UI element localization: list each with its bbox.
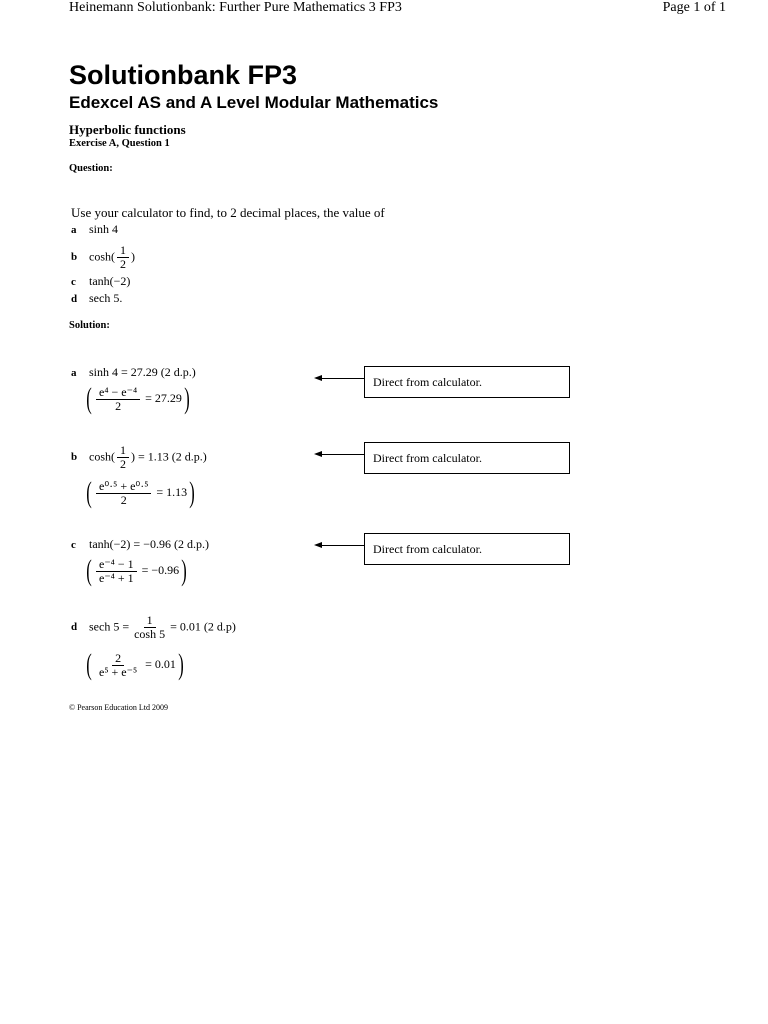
solution-a-working: ( $\frac{\text{e⁴ − e⁻⁴}}{2}$ = 27.29) xyxy=(86,382,190,415)
annotation-box-c: Direct from calculator. xyxy=(364,533,570,565)
solution-c-working: ( $\frac{\text{e⁻⁴ − 1}}{\text{e⁻⁴ + 1}}$ = −0.96) xyxy=(86,554,187,587)
question-intro: Use your calculator to find, to 2 decimal places, the value of xyxy=(71,205,385,220)
topic-heading: Hyperbolic functions xyxy=(69,122,186,137)
document-subtitle: Edexcel AS and A Level Modular Mathematics xyxy=(69,93,439,112)
question-part-c xyxy=(71,274,130,289)
annotation-box-a: Direct from calculator. xyxy=(364,366,570,398)
solution-text: tanh(−2) = −0.96 (2 d.p.) xyxy=(89,537,209,551)
part-label: c xyxy=(71,276,76,288)
solution-label: Solution: xyxy=(69,320,110,331)
arrow-line xyxy=(320,378,364,379)
part-func: cosh xyxy=(89,249,111,264)
arrow-line xyxy=(320,545,364,546)
solution-text: sinh 4 = 27.29 (2 d.p.) xyxy=(89,365,196,379)
solution-b-line: b cosh( $\frac{1}{2}$ ) = 1.13 (2 d.p.) xyxy=(71,443,207,471)
arrow-line xyxy=(320,454,364,455)
question-label: Question: xyxy=(69,163,113,174)
part-label: a xyxy=(71,224,77,236)
part-label: b xyxy=(71,251,78,264)
part-label: d xyxy=(71,621,78,634)
part-label: a xyxy=(71,367,77,379)
question-part-d xyxy=(71,291,122,306)
part-label: b xyxy=(71,451,78,464)
part-text: sinh 4 xyxy=(89,222,119,236)
copyright-footer: © Pearson Education Ltd 2009 xyxy=(69,703,168,712)
part-text: sech 5. xyxy=(89,291,123,305)
solution-b-working: ( $\frac{\text{e⁰·⁵ + e⁰·⁵}}{2}$ = 1.13) xyxy=(86,476,195,509)
question-part-b: b cosh( $\frac{1}{2}$ ) xyxy=(71,243,135,271)
page-header-title: Heinemann Solutionbank: Further Pure Mathematics 3 FP3 xyxy=(69,0,402,15)
part-text: tanh(−2) xyxy=(89,274,131,288)
page-number: Page 1 of 1 xyxy=(662,0,726,15)
annotation-box-b: Direct from calculator. xyxy=(364,442,570,474)
solution-d-working: ( $\frac{2}{\text{e⁵ + e⁻⁵}}$ = 0.01) xyxy=(86,648,184,681)
solution-d-line: d sech 5 = $\frac{1}{\cosh 5}$ = 0.01 (2 d.p) xyxy=(71,613,236,641)
document-title: Solutionbank FP3 xyxy=(69,60,298,90)
fraction: $\frac{1}{2}$ xyxy=(117,244,129,271)
question-part-a xyxy=(71,222,118,237)
solution-c-line xyxy=(71,537,209,552)
part-label: c xyxy=(71,539,76,551)
exercise-heading: Exercise A, Question 1 xyxy=(69,138,170,149)
solution-a-line xyxy=(71,365,196,380)
part-label: d xyxy=(71,293,78,305)
